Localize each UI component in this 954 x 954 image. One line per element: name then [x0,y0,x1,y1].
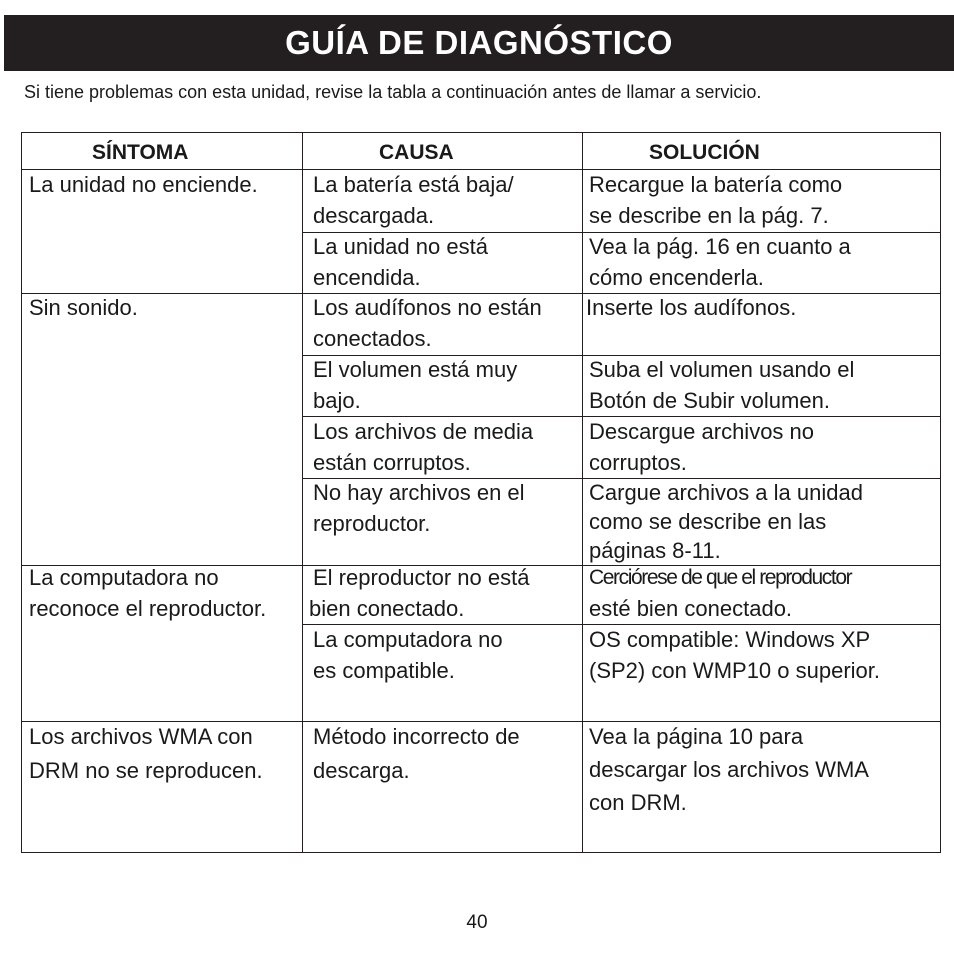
symptom-cell: Los archivos WMA con DRM no se reproducen. [29,724,263,783]
header-symptom: SÍNTOMA [92,141,189,164]
column-divider [302,132,303,853]
solution-cell: Vea la página 10 para descargar los archivos WMA con DRM. [589,724,869,815]
page-title: GUÍA DE DIAGNÓSTICO [4,15,954,71]
cause-cell: No hay archivos en el reproductor. [313,480,525,536]
cause-cell: Los audífonos no están conectados. [313,295,542,351]
solution-cell: Vea la pág. 16 en cuanto a cómo encenderla. [589,234,851,290]
solution-cell: Cargue archivos a la unidad como se describe en las páginas 8-11. [589,480,863,563]
solution-cell: OS compatible: Windows XP (SP2) con WMP10 o superior. [589,627,881,683]
solution-cell: Recargue la batería como se describe en la pág. 7. [589,172,843,228]
symptom-cell: La computadora no reconoce el reproductor. [29,565,267,621]
solution-cell: Suba el volumen usando el Botón de Subir volumen. [589,357,855,413]
cause-cell: El volumen está muy bajo. [313,357,518,413]
cause-cell: Método incorrecto de descarga. [313,724,520,783]
cause-cell: La batería está baja/ descargada. [313,172,514,228]
intro-text: Si tiene problemas con esta unidad, revise la tabla a continuación antes de llamar a servicio. [24,82,762,102]
page-number: 40 [466,912,488,933]
solution-cell: Descargue archivos no corruptos. [589,419,815,475]
header-cause: CAUSA [379,141,454,164]
symptom-cell: La unidad no enciende. [29,172,258,197]
solution-cell: Cerciórese de que el reproductor esté bien conectado. [589,566,852,621]
cause-cell: La computadora no es compatible. [313,627,503,683]
header-solution: SOLUCIÓN [649,141,760,164]
cause-cell: El reproductor no está bien conectado. [309,565,530,621]
cause-cell: La unidad no está encendida. [313,234,488,290]
column-divider [582,132,583,853]
solution-cell: Inserte los audífonos. [586,295,797,320]
cause-cell: Los archivos de media están corruptos. [313,419,534,475]
symptom-cell: Sin sonido. [29,295,138,320]
